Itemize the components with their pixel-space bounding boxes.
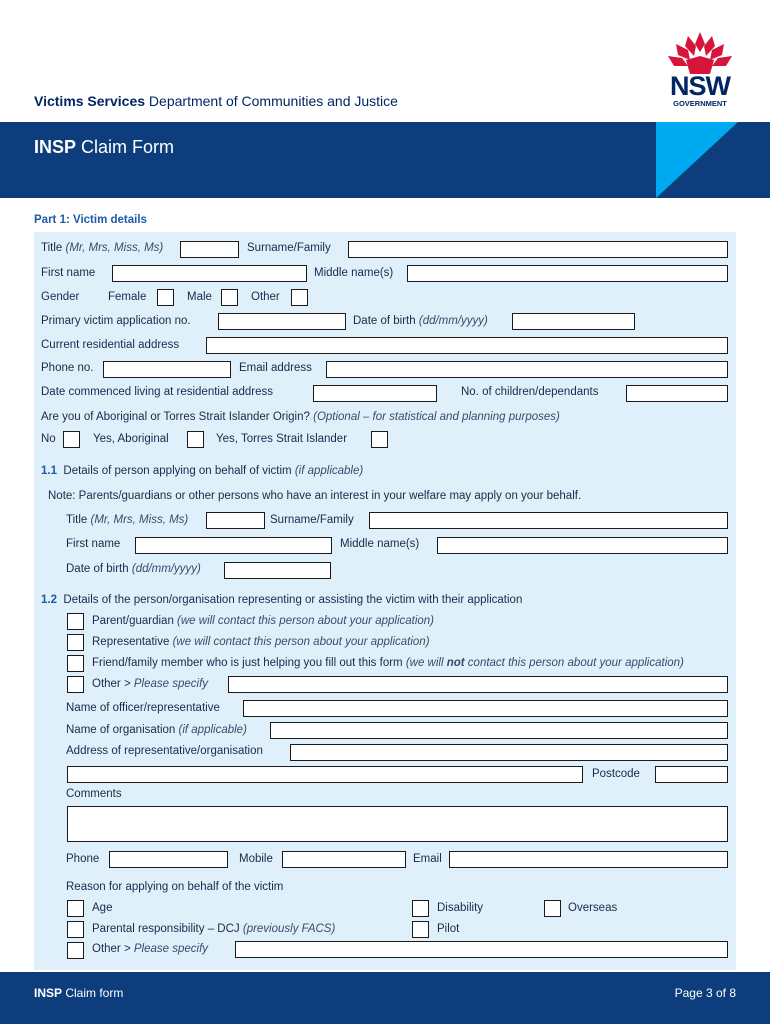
rep-middle-names-label: Middle name(s) [340, 538, 420, 550]
no-checkbox[interactable] [63, 431, 80, 448]
organisation-name: Victims Services Department of Communities and Justice [34, 93, 398, 109]
surname-label: Surname/Family [247, 242, 331, 254]
comments-textarea[interactable] [67, 806, 728, 842]
reason-overseas-checkbox[interactable] [544, 900, 561, 917]
surname-input[interactable] [348, 241, 728, 258]
reason-other-checkbox[interactable] [67, 942, 84, 959]
footer-title: INSP Claim form [34, 986, 124, 1000]
organisation-input[interactable] [270, 722, 728, 739]
reason-parental-label: Parental responsibility – DCJ (previously FACS) [92, 923, 336, 935]
phone-label: Phone no. [41, 362, 94, 374]
primary-app-label: Primary victim application no. [41, 315, 191, 327]
rep-title-input[interactable] [206, 512, 265, 529]
female-label: Female [108, 291, 147, 303]
rep-surname-input[interactable] [369, 512, 728, 529]
title-banner [0, 122, 770, 198]
phone-input[interactable] [103, 361, 231, 378]
male-checkbox[interactable] [221, 289, 238, 306]
reason-other-label: Other > Please specify [92, 943, 209, 955]
rep-mobile-label: Mobile [239, 853, 273, 865]
date-commenced-input[interactable] [313, 385, 437, 402]
middle-names-label: Middle name(s) [314, 267, 394, 279]
reason-pilot-label: Pilot [437, 923, 460, 935]
other-gender-label: Other [251, 291, 280, 303]
rep-phone-label: Phone [66, 853, 100, 865]
officer-label: Name of officer/representative [66, 702, 220, 714]
aboriginal-question: Are you of Aboriginal or Torres Strait Islander Origin? (Optional – for statistical and planning purposes) [41, 411, 560, 423]
rep-middle-names-input[interactable] [437, 537, 728, 554]
postcode-label: Postcode [592, 768, 640, 780]
rep-email-input[interactable] [449, 851, 728, 868]
postcode-input[interactable] [655, 766, 728, 783]
title-input[interactable] [180, 241, 239, 258]
dob-input[interactable] [512, 313, 635, 330]
part1-heading: Part 1: Victim details [34, 214, 147, 226]
section-1-2-heading: 1.2 Details of the person/organisation representing or assisting the victim with their application [41, 594, 523, 606]
section-1-1-heading: 1.1 Details of person applying on behalf of victim (if applicable) [41, 465, 364, 477]
rep-email-label: Email [413, 853, 442, 865]
form-title: INSP Claim Form [34, 137, 175, 157]
friend-family-checkbox[interactable] [67, 655, 84, 672]
rep-address-input[interactable] [290, 744, 728, 761]
rep-phone-input[interactable] [109, 851, 228, 868]
male-label: Male [187, 291, 212, 303]
email-input[interactable] [326, 361, 728, 378]
reason-age-label: Age [92, 902, 113, 914]
reason-heading: Reason for applying on behalf of the victim [66, 881, 284, 893]
logo-wordmark: NSW [670, 71, 730, 101]
yes-tsi-checkbox[interactable] [371, 431, 388, 448]
yes-tsi-label: Yes, Torres Strait Islander [216, 433, 348, 445]
email-label: Email address [239, 362, 312, 374]
middle-names-input[interactable] [407, 265, 728, 282]
children-label: No. of children/dependants [461, 386, 599, 398]
comments-label: Comments [66, 788, 122, 800]
reason-parental-checkbox[interactable] [67, 921, 84, 938]
reason-pilot-checkbox[interactable] [412, 921, 429, 938]
reason-other-input[interactable] [235, 941, 728, 958]
reason-age-checkbox[interactable] [67, 900, 84, 917]
page-footer [0, 972, 770, 1024]
current-address-input[interactable] [206, 337, 728, 354]
reason-disability-label: Disability [437, 902, 484, 914]
title-label: Title (Mr, Mrs, Miss, Ms) [41, 242, 164, 254]
other-rep-input[interactable] [228, 676, 728, 693]
current-address-label: Current residential address [41, 339, 180, 351]
representative-checkbox[interactable] [67, 634, 84, 651]
parent-guardian-label: Parent/guardian (we will contact this person about your application) [92, 615, 435, 627]
banner-accent-triangle [656, 122, 738, 198]
logo-subtitle: GOVERNMENT [673, 99, 727, 108]
parent-guardian-checkbox[interactable] [67, 613, 84, 630]
rep-mobile-input[interactable] [282, 851, 406, 868]
date-commenced-label: Date commenced living at residential address [41, 386, 274, 398]
rep-surname-label: Surname/Family [270, 514, 354, 526]
rep-dob-label: Date of birth (dd/mm/yyyy) [66, 563, 201, 575]
friend-family-label: Friend/family member who is just helping you fill out this form (we will not contact this person about your application) [92, 657, 684, 669]
rep-dob-input[interactable] [224, 562, 331, 579]
children-input[interactable] [626, 385, 728, 402]
section-1-1-note: Note: Parents/guardians or other persons who have an interest in your welfare may apply on your behalf. [48, 490, 582, 502]
dob-label: Date of birth (dd/mm/yyyy) [353, 315, 488, 327]
gender-label: Gender [41, 291, 80, 303]
nsw-government-logo [662, 30, 738, 110]
rep-title-label: Title (Mr, Mrs, Miss, Ms) [66, 514, 189, 526]
rep-first-name-label: First name [66, 538, 121, 550]
rep-address-line2-input[interactable] [67, 766, 583, 783]
other-rep-label: Other > Please specify [92, 678, 209, 690]
no-label: No [41, 433, 56, 445]
first-name-label: First name [41, 267, 96, 279]
primary-app-input[interactable] [218, 313, 346, 330]
page-number: Page 3 of 8 [674, 986, 736, 1000]
female-checkbox[interactable] [157, 289, 174, 306]
first-name-input[interactable] [112, 265, 307, 282]
waratah-flower-icon [666, 30, 734, 76]
other-rep-checkbox[interactable] [67, 676, 84, 693]
officer-input[interactable] [243, 700, 728, 717]
organisation-label: Name of organisation (if applicable) [66, 724, 247, 736]
representative-label: Representative (we will contact this person about your application) [92, 636, 430, 648]
yes-aboriginal-checkbox[interactable] [187, 431, 204, 448]
rep-first-name-input[interactable] [135, 537, 332, 554]
other-gender-checkbox[interactable] [291, 289, 308, 306]
page-header [0, 0, 770, 122]
rep-address-label: Address of representative/organisation [66, 745, 263, 757]
yes-aboriginal-label: Yes, Aboriginal [93, 433, 169, 445]
reason-overseas-label: Overseas [568, 902, 618, 914]
reason-disability-checkbox[interactable] [412, 900, 429, 917]
